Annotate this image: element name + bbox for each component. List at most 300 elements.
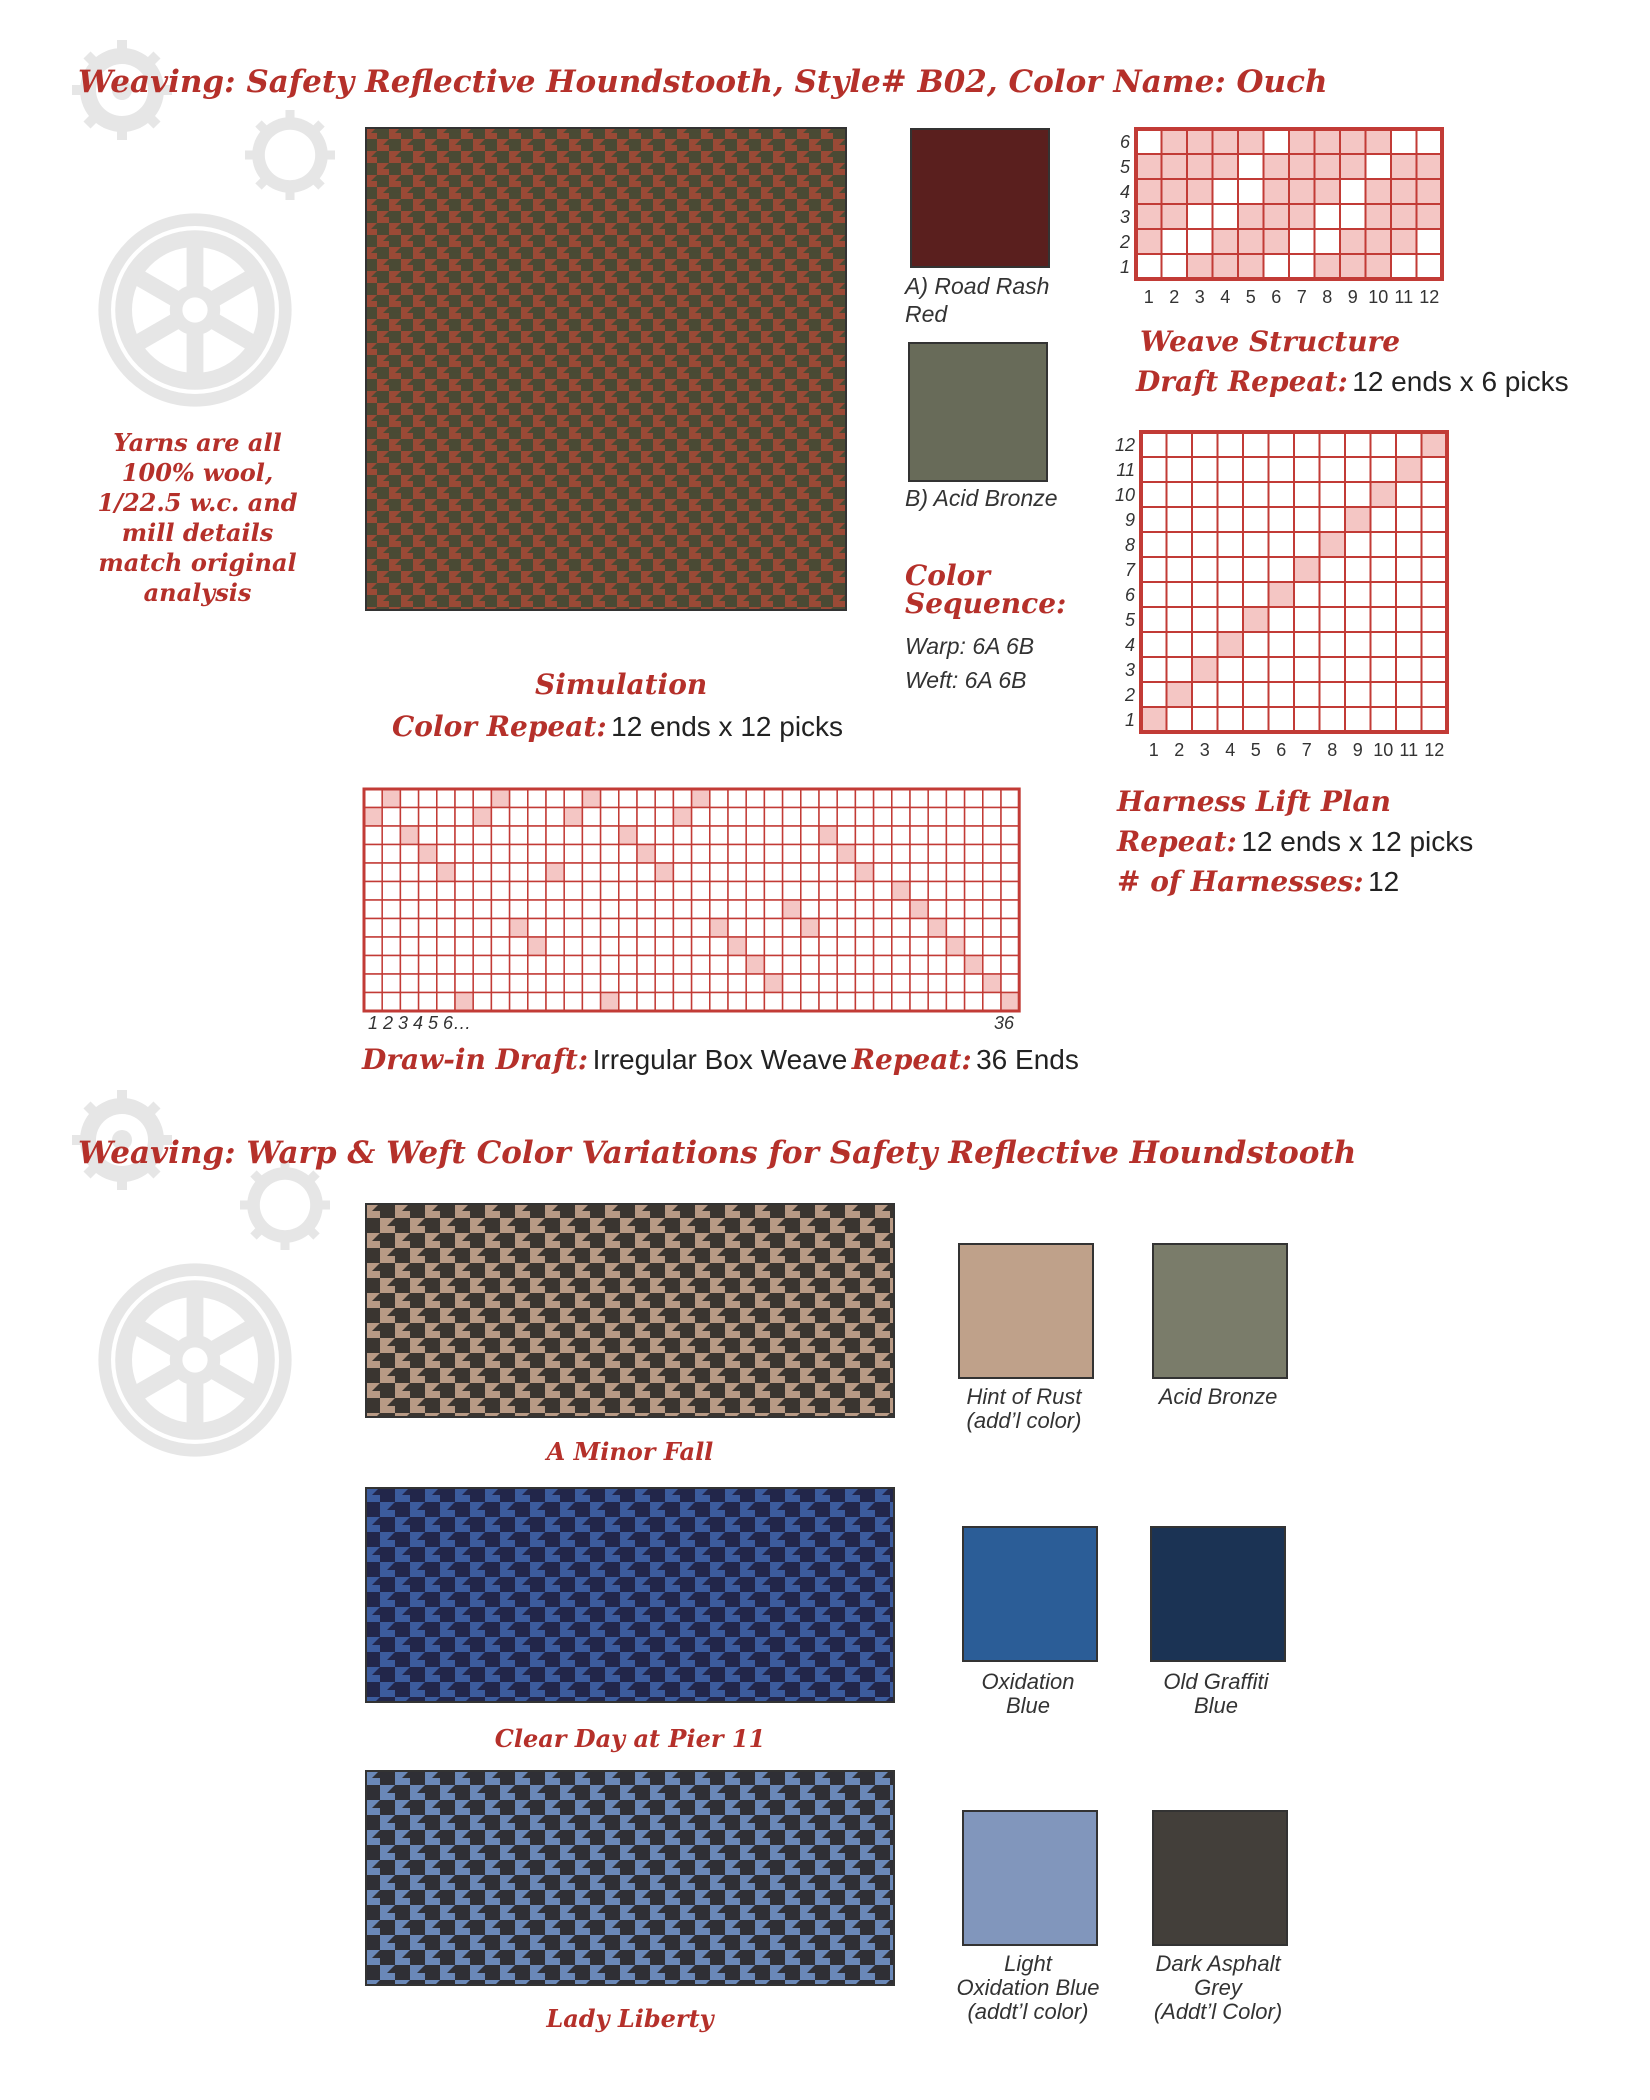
weave-structure-cell-filled: [1136, 179, 1162, 204]
draw-in-cell: [673, 882, 691, 901]
draw-in-cell: [965, 882, 983, 901]
draw-in-cell: [419, 956, 437, 975]
lift-plan-cell: [1320, 557, 1346, 582]
draw-in-cell: [655, 845, 673, 864]
weave-structure-cell: [1315, 229, 1341, 254]
draw-in-cell: [510, 845, 528, 864]
draw-in-cell: [546, 919, 564, 938]
lift-plan-title: Harness Lift Plan: [1117, 785, 1392, 818]
weave-structure-cell-filled: [1417, 204, 1443, 229]
draw-in-cell: [910, 845, 928, 864]
draw-in-cell: [582, 956, 600, 975]
draw-in-cell: [983, 919, 1001, 938]
draw-in-cell: [801, 900, 819, 919]
draw-in-cell: [528, 845, 546, 864]
lift-plan-cell: [1218, 607, 1244, 632]
draw-in-cell: [601, 863, 619, 882]
weave-structure-cell-filled: [1264, 179, 1290, 204]
lift-plan-cell: [1192, 557, 1218, 582]
draw-in-cell: [582, 882, 600, 901]
weave-structure-cell-filled: [1391, 204, 1417, 229]
draw-in-cell: [764, 956, 782, 975]
draw-in-cell: [946, 845, 964, 864]
draw-in-cell: [819, 993, 837, 1012]
weave-structure-cell-filled: [1391, 179, 1417, 204]
weave-structure-cell-filled: [1238, 129, 1264, 154]
draw-in-cell: [637, 974, 655, 993]
weave-structure-cell-filled: [1315, 129, 1341, 154]
draw-in-cell: [619, 900, 637, 919]
draw-in-cell: [801, 956, 819, 975]
draw-in-cell: [965, 826, 983, 845]
draw-in-cell: [546, 900, 564, 919]
lift-plan-cell: [1396, 607, 1422, 632]
draw-in-cell: [965, 937, 983, 956]
draw-in-cell-filled: [400, 826, 418, 845]
draw-in-cell: [710, 826, 728, 845]
draw-in-cell: [673, 789, 691, 808]
lift-plan-cell: [1396, 532, 1422, 557]
draw-in-cell: [619, 808, 637, 827]
draw-in-cell-filled: [728, 937, 746, 956]
draw-in-cell: [728, 826, 746, 845]
draw-in-cell-filled: [837, 845, 855, 864]
row-label: 12: [1114, 434, 1135, 455]
draw-in-cell: [473, 789, 491, 808]
lift-plan-cell-filled: [1167, 682, 1193, 707]
row-label: 11: [1116, 459, 1135, 480]
lift-plan-cell: [1396, 432, 1422, 457]
color-sequence-title: Color Sequence:: [905, 559, 1067, 620]
lift-plan-cell-filled: [1243, 607, 1269, 632]
lift-plan-cell: [1243, 507, 1269, 532]
weave-structure-cell-filled: [1213, 129, 1239, 154]
draw-in-cell: [619, 845, 637, 864]
draw-in-cell: [764, 882, 782, 901]
lift-plan-cell: [1269, 457, 1295, 482]
draw-in-cell: [783, 882, 801, 901]
draw-in-cell: [455, 974, 473, 993]
lift-plan-cell: [1396, 507, 1422, 532]
lift-plan-cell: [1218, 457, 1244, 482]
lift-plan-cell: [1243, 657, 1269, 682]
lift-plan-cell: [1422, 557, 1448, 582]
draw-in-cell: [783, 974, 801, 993]
draw-in-cell: [400, 808, 418, 827]
draw-in-cell: [491, 974, 509, 993]
lift-plan-cell: [1371, 532, 1397, 557]
draw-in-cell: [692, 826, 710, 845]
lift-plan-repeat-value: 12 ends x 12 picks: [1241, 826, 1474, 857]
weave-structure-cell: [1162, 229, 1188, 254]
col-label: 1: [1143, 287, 1154, 307]
draw-in-cell: [364, 919, 382, 938]
draw-in-cell: [837, 937, 855, 956]
row-label: 2: [1124, 684, 1135, 705]
lift-plan-cell: [1167, 657, 1193, 682]
color-sequence-weft: Weft: 6A 6B: [905, 667, 1027, 693]
lift-plan-cell: [1371, 432, 1397, 457]
draw-in-cell: [819, 808, 837, 827]
lift-plan-cell-filled: [1371, 482, 1397, 507]
lift-plan-cell: [1422, 482, 1448, 507]
lift-plan-cell: [1371, 557, 1397, 582]
draw-in-cell: [819, 863, 837, 882]
draw-in-cell: [819, 845, 837, 864]
draw-in-cell-filled: [473, 808, 491, 827]
draw-in-cell: [400, 900, 418, 919]
draw-in-cell: [764, 919, 782, 938]
draw-in-cell: [710, 937, 728, 956]
lift-plan-cell: [1320, 457, 1346, 482]
draw-in-cell: [874, 789, 892, 808]
lift-plan-cell-filled: [1269, 582, 1295, 607]
draw-in-cell: [692, 974, 710, 993]
lift-plan-cell: [1422, 582, 1448, 607]
draw-in-cell: [619, 882, 637, 901]
draw-in-cell: [564, 974, 582, 993]
lift-plan-cell: [1345, 657, 1371, 682]
lift-plan-cell: [1218, 582, 1244, 607]
gear-wheel-bottom-icon: [90, 1255, 300, 1465]
weave-structure-cell-filled: [1264, 204, 1290, 229]
draw-in-cell: [528, 863, 546, 882]
col-label: 6: [1271, 287, 1282, 307]
draw-in-cell: [874, 919, 892, 938]
col-label: 4: [1225, 740, 1236, 760]
draw-in-cell: [637, 993, 655, 1012]
swatch-road-rash-red: [910, 128, 1050, 268]
draw-in-cell: [564, 993, 582, 1012]
swatch-oxidation-blue: [962, 1526, 1098, 1662]
lift-plan-cell: [1345, 707, 1371, 732]
draw-in-cell: [983, 863, 1001, 882]
draw-in-cell-filled: [692, 789, 710, 808]
draw-in-cell: [855, 845, 873, 864]
draw-in-cell: [473, 863, 491, 882]
weave-structure-cell: [1136, 254, 1162, 279]
lift-plan-cell: [1320, 507, 1346, 532]
draw-in-cell: [764, 900, 782, 919]
draw-in-cell: [637, 956, 655, 975]
lift-plan-cell: [1345, 582, 1371, 607]
draw-in-cell: [473, 993, 491, 1012]
draw-in-cell: [473, 956, 491, 975]
lift-plan-cell: [1141, 657, 1167, 682]
draw-in-cell: [673, 919, 691, 938]
weave-structure-cell-filled: [1289, 129, 1315, 154]
draw-in-cell: [892, 845, 910, 864]
draw-in-cell: [528, 789, 546, 808]
lift-plan-cell: [1218, 657, 1244, 682]
draw-in-cell: [364, 993, 382, 1012]
col-label: 1: [1148, 740, 1159, 760]
weave-structure-cell-filled: [1187, 154, 1213, 179]
draw-in-cell: [382, 956, 400, 975]
weave-structure-cell-filled: [1213, 154, 1239, 179]
swatch-acid-bronze-label: B) Acid Bronze: [905, 485, 1058, 511]
lift-plan-cell: [1396, 682, 1422, 707]
row-label: 4: [1119, 181, 1130, 202]
draw-in-cell: [710, 808, 728, 827]
draw-in-cell: [983, 826, 1001, 845]
lift-plan-cell: [1320, 482, 1346, 507]
lift-plan-cell: [1243, 482, 1269, 507]
draw-in-cell: [491, 863, 509, 882]
weave-structure-cell: [1315, 204, 1341, 229]
draw-in-cell: [928, 863, 946, 882]
draw-in-cell: [946, 826, 964, 845]
weave-structure-cell-filled: [1162, 154, 1188, 179]
weave-structure-cell: [1213, 179, 1239, 204]
draw-in-cell: [473, 882, 491, 901]
draw-in-cell: [983, 900, 1001, 919]
draw-in-cell: [692, 900, 710, 919]
draw-in-cell: [837, 863, 855, 882]
draw-in-cell: [692, 956, 710, 975]
draw-in-cell: [455, 937, 473, 956]
lift-plan-cell: [1269, 507, 1295, 532]
draw-in-cell: [728, 789, 746, 808]
draw-in-cell: [910, 937, 928, 956]
draw-in-cell: [601, 845, 619, 864]
swatch-road-rash-red-label: A) Road Rash Red: [905, 273, 1050, 327]
lift-plan-cell: [1141, 607, 1167, 632]
lift-plan-cell: [1141, 457, 1167, 482]
draw-in-cell: [874, 882, 892, 901]
draw-in-cell: [928, 974, 946, 993]
lift-plan-cell: [1243, 457, 1269, 482]
lift-plan-cell: [1167, 607, 1193, 632]
draw-in-cell: [728, 900, 746, 919]
lift-plan-cell: [1396, 632, 1422, 657]
draw-in-cell: [1001, 826, 1019, 845]
draw-in-cell: [928, 900, 946, 919]
weave-structure-cell-filled: [1366, 129, 1392, 154]
draw-in-cell: [564, 826, 582, 845]
lift-plan-cell: [1218, 482, 1244, 507]
draw-in-cell: [546, 882, 564, 901]
draw-in-cell: [892, 900, 910, 919]
lift-plan-cell: [1167, 507, 1193, 532]
weave-structure-cell: [1340, 204, 1366, 229]
draw-in-cell: [546, 993, 564, 1012]
draw-in-cell: [892, 974, 910, 993]
draw-in-start-label: 1 2 3 4 5 6…: [368, 1013, 472, 1033]
lift-plan-cell: [1269, 557, 1295, 582]
weave-structure-cell: [1391, 254, 1417, 279]
lift-plan-cell-filled: [1320, 532, 1346, 557]
draw-in-cell: [946, 956, 964, 975]
lift-plan-cell: [1294, 657, 1320, 682]
draw-in-cell-filled: [601, 993, 619, 1012]
draw-in-cell: [437, 919, 455, 938]
draw-in-cell: [437, 826, 455, 845]
draw-in-cell: [673, 974, 691, 993]
draw-in-cell: [783, 937, 801, 956]
draw-in-cell: [874, 863, 892, 882]
lift-plan-cell: [1167, 432, 1193, 457]
draw-in-repeat-value: 36 Ends: [976, 1044, 1079, 1075]
draw-in-cell-filled: [1001, 993, 1019, 1012]
col-label: 12: [1424, 740, 1445, 760]
row-label: 5: [1124, 609, 1135, 630]
draw-in-cell: [364, 863, 382, 882]
section-title-ouch: Weaving: Safety Reflective Houndstooth, Style# B02, Color Name: Ouch: [78, 64, 1328, 100]
draw-in-cell: [783, 919, 801, 938]
draw-in-cell: [473, 937, 491, 956]
draw-in-cell: [637, 937, 655, 956]
draw-in-cell: [510, 993, 528, 1012]
lift-plan-cell: [1141, 507, 1167, 532]
draw-in-cell: [510, 826, 528, 845]
draw-in-cell: [1001, 882, 1019, 901]
fabric-lady-liberty: [365, 1770, 895, 1986]
draw-in-cell: [601, 882, 619, 901]
draw-in-cell: [1001, 900, 1019, 919]
draw-in-cell: [619, 956, 637, 975]
draw-in-cell: [746, 974, 764, 993]
row-label: 6: [1124, 584, 1135, 605]
draw-in-cell: [892, 808, 910, 827]
draw-in-cell: [382, 974, 400, 993]
row-label: 7: [1124, 559, 1135, 580]
draw-in-cell: [637, 900, 655, 919]
draw-in-cell-filled: [764, 974, 782, 993]
draw-in-cell: [710, 900, 728, 919]
draw-in-cell-filled: [819, 826, 837, 845]
draw-in-cell: [892, 993, 910, 1012]
lift-plan-cell: [1396, 657, 1422, 682]
lift-plan-cell: [1396, 557, 1422, 582]
draw-in-cell: [710, 863, 728, 882]
simulation-repeat-value: 12 ends x 12 picks: [611, 711, 844, 742]
draw-in-cell-filled: [746, 956, 764, 975]
draw-in-value: Irregular Box Weave: [592, 1044, 848, 1075]
draw-in-cell: [837, 900, 855, 919]
draw-in-cell: [692, 993, 710, 1012]
draw-in-cell: [728, 808, 746, 827]
draw-in-cell: [983, 808, 1001, 827]
swatch-light-oxidation-blue: [962, 1810, 1098, 1946]
col-label: 7: [1296, 287, 1307, 307]
swatch-hint-of-rust: [958, 1243, 1094, 1379]
draw-in-cell: [655, 900, 673, 919]
row-label: 10: [1114, 484, 1135, 505]
draw-in-cell: [983, 937, 1001, 956]
draw-in-cell-filled: [546, 863, 564, 882]
draw-in-cell: [582, 919, 600, 938]
draw-in-cell: [473, 845, 491, 864]
gear-small-top-icon: [245, 110, 335, 200]
draw-in-cell: [564, 863, 582, 882]
draw-in-cell: [364, 789, 382, 808]
gear-wheel-top-icon: [90, 205, 300, 415]
draw-in-cell: [728, 845, 746, 864]
lift-plan-cell: [1243, 557, 1269, 582]
weave-structure-cell: [1391, 129, 1417, 154]
draw-in-cell: [510, 937, 528, 956]
draw-in-cell: [491, 993, 509, 1012]
draw-in-cell: [874, 900, 892, 919]
draw-in-cell: [364, 882, 382, 901]
lift-plan-cell: [1269, 607, 1295, 632]
draw-in-cell: [892, 956, 910, 975]
draw-in-cell: [892, 863, 910, 882]
row-label: 6: [1119, 131, 1130, 152]
draw-in-cell: [783, 956, 801, 975]
draw-in-cell: [910, 808, 928, 827]
lift-plan-cell: [1218, 682, 1244, 707]
row-label: 2: [1119, 231, 1130, 252]
draw-in-cell: [455, 845, 473, 864]
draw-in-cell: [692, 919, 710, 938]
draw-in-cell: [364, 974, 382, 993]
draw-in-cell: [983, 882, 1001, 901]
draw-in-cell: [673, 993, 691, 1012]
draw-in-cell: [946, 919, 964, 938]
lift-plan-cell: [1192, 507, 1218, 532]
draw-in-cell: [783, 863, 801, 882]
lift-plan-cell: [1243, 632, 1269, 657]
draw-in-cell: [874, 845, 892, 864]
lift-plan-cell: [1422, 532, 1448, 557]
lift-plan-cell: [1320, 432, 1346, 457]
lift-plan-cell-filled: [1396, 457, 1422, 482]
swatch-acid-bronze: [908, 342, 1048, 482]
lift-plan-cell: [1141, 432, 1167, 457]
draw-in-cell: [819, 789, 837, 808]
draw-in-cell: [455, 900, 473, 919]
weave-structure-cell-filled: [1417, 154, 1443, 179]
draw-in-cell-filled: [673, 808, 691, 827]
weave-structure-cell: [1289, 254, 1315, 279]
lift-plan-cell: [1192, 482, 1218, 507]
lift-plan-cell: [1422, 682, 1448, 707]
draw-in-cell: [910, 919, 928, 938]
weave-structure-cell-filled: [1264, 229, 1290, 254]
lift-plan-cell: [1192, 582, 1218, 607]
lift-plan-cell: [1345, 532, 1371, 557]
draw-in-cell: [419, 882, 437, 901]
draw-in-cell: [510, 956, 528, 975]
lift-plan-cell: [1192, 607, 1218, 632]
draw-in-cell: [837, 993, 855, 1012]
lift-plan-cell-filled: [1422, 432, 1448, 457]
draw-in-cell-filled: [637, 845, 655, 864]
draw-in-cell: [491, 808, 509, 827]
draw-in-cell: [728, 863, 746, 882]
draw-in-cell: [364, 826, 382, 845]
lift-plan-cell: [1345, 432, 1371, 457]
weave-structure-cell-filled: [1187, 179, 1213, 204]
lift-plan-cell: [1141, 682, 1167, 707]
draw-in-cell: [564, 882, 582, 901]
draw-in-cell: [455, 863, 473, 882]
weave-structure-cell: [1238, 179, 1264, 204]
draw-in-cell: [437, 956, 455, 975]
draw-in-cell: [783, 789, 801, 808]
draw-in-cell: [382, 826, 400, 845]
col-label: 2: [1169, 287, 1180, 307]
draw-in-cell: [819, 919, 837, 938]
fabric-a-minor-fall: [365, 1203, 895, 1418]
draw-in-cell: [710, 974, 728, 993]
draw-in-cell: [400, 863, 418, 882]
draw-in-cell: [874, 826, 892, 845]
draw-in-cell: [546, 974, 564, 993]
draw-in-cell: [528, 882, 546, 901]
